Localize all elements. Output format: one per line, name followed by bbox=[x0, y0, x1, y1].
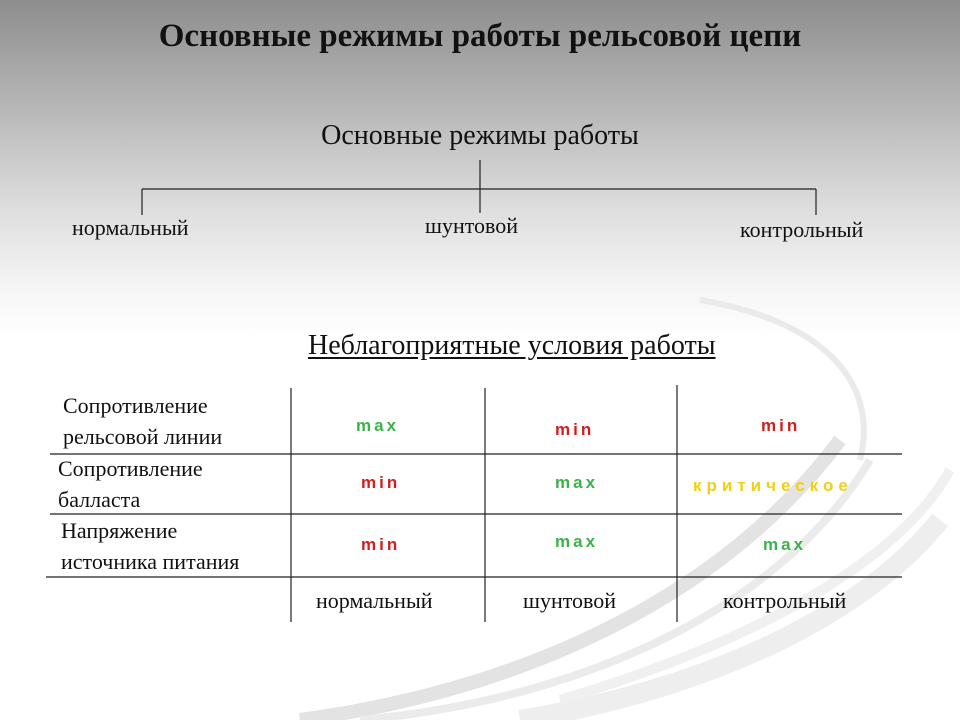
cell-ballast-shunt: max bbox=[555, 473, 599, 492]
row-label-line: источника питания bbox=[61, 549, 240, 574]
tree-leaf-normal: нормальный bbox=[72, 215, 189, 240]
column-footer-normal: нормальный bbox=[316, 588, 433, 613]
row-label-source-voltage bbox=[61, 515, 239, 577]
tree-root-label: Основные режимы работы bbox=[321, 120, 639, 151]
column-footer-shunt: шунтовой bbox=[523, 588, 617, 613]
row-label-line: Сопротивление bbox=[58, 456, 203, 481]
table-title: Неблагоприятные условия работы bbox=[308, 330, 716, 361]
cell-rail-control: min bbox=[761, 416, 801, 435]
page-title: Основные режимы работы рельсовой цепи bbox=[158, 18, 802, 54]
cell-voltage-control: max bbox=[763, 535, 807, 554]
row-label-line: Напряжение bbox=[61, 518, 178, 543]
cell-ballast-control: критическое bbox=[693, 476, 853, 495]
row-label-ballast-resistance bbox=[58, 453, 203, 515]
column-footer-control: контрольный bbox=[723, 588, 847, 613]
row-label-line: рельсовой линии bbox=[63, 424, 223, 449]
tree-leaf-control: контрольный bbox=[740, 217, 864, 242]
cell-voltage-shunt: max bbox=[555, 532, 599, 551]
cell-rail-shunt: min bbox=[555, 420, 595, 439]
row-label-line: Сопротивление bbox=[63, 393, 208, 418]
tree-leaf-shunt: шунтовой bbox=[425, 213, 519, 238]
row-label-rail-resistance bbox=[63, 390, 222, 452]
row-label-line: балласта bbox=[58, 487, 141, 512]
cell-ballast-normal: min bbox=[361, 473, 401, 492]
cell-voltage-normal: min bbox=[361, 535, 401, 554]
cell-rail-normal: max bbox=[356, 416, 400, 435]
